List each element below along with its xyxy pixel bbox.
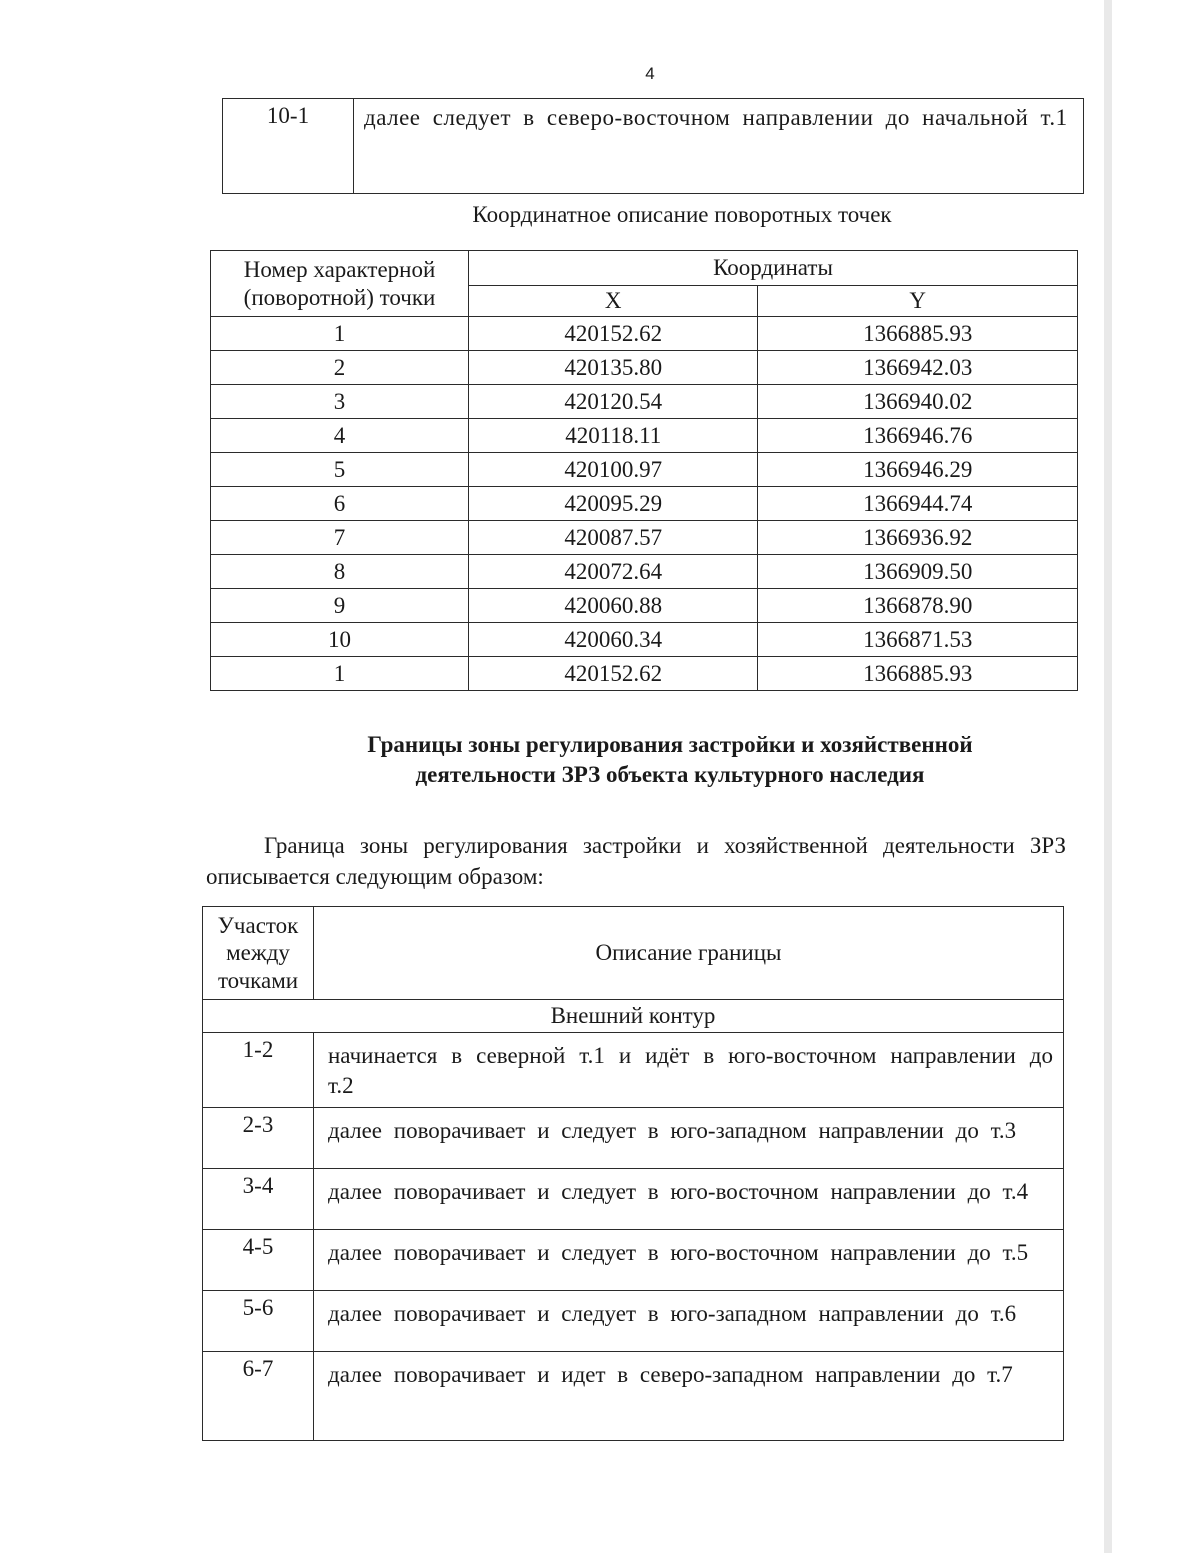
coord-cell-y: 1366936.92 [758, 521, 1078, 555]
table-row [211, 317, 1078, 351]
zone-title-line-1: Границы зоны регулирования застройки и хозяйственной [367, 732, 973, 757]
segment-cell: 2-3 [203, 1107, 314, 1168]
description-cell: начинается в северной т.1 и идёт в юго-восточном направлении до т.2 [314, 1033, 1064, 1108]
coord-cell-y: 1366878.90 [758, 589, 1078, 623]
header-x: X [469, 286, 758, 317]
table-row [203, 1107, 1064, 1168]
table-row [211, 351, 1078, 385]
description-cell: далее поворачивает и следует в юго-западном направлении до т.3 [314, 1107, 1064, 1168]
coord-cell-y: 1366909.50 [758, 555, 1078, 589]
table-row [211, 453, 1078, 487]
segment-cell: 1-2 [203, 1033, 314, 1108]
header-description: Описание границы [314, 907, 1064, 1000]
coord-cell-x: 420100.97 [469, 453, 758, 487]
coord-cell-x: 420072.64 [469, 555, 758, 589]
description-cell: далее поворачивает и следует в юго-восточном направлении до т.4 [314, 1168, 1064, 1229]
table-row [211, 657, 1078, 691]
coordinates-table [210, 250, 1078, 691]
table-row [211, 521, 1078, 555]
coord-cell-y: 1366942.03 [758, 351, 1078, 385]
header-point-number: Номер характерной (поворотной) точки [211, 251, 469, 317]
coord-cell-point: 9 [211, 589, 469, 623]
coord-cell-point: 3 [211, 385, 469, 419]
coord-cell-point: 1 [211, 657, 469, 691]
coordinates-heading: Координатное описание поворотных точек [472, 202, 892, 227]
coord-cell-x: 420060.34 [469, 623, 758, 657]
coord-cell-y: 1366946.76 [758, 419, 1078, 453]
coord-cell-y: 1366940.02 [758, 385, 1078, 419]
coord-cell-point: 4 [211, 419, 469, 453]
table-row [211, 555, 1078, 589]
description-cell: далее следует в северо-восточном направлении до начальной т.1 [354, 99, 1084, 194]
table-row [203, 1229, 1064, 1290]
coord-cell-point: 6 [211, 487, 469, 521]
zone-title [70, 730, 1200, 790]
segment-cell: 6-7 [203, 1351, 314, 1440]
table-row [211, 385, 1078, 419]
description-cell: далее поворачивает и идет в северо-западном направлении до т.7 [314, 1351, 1064, 1440]
coord-cell-x: 420120.54 [469, 385, 758, 419]
coord-cell-y: 1366885.93 [758, 657, 1078, 691]
zone-paragraph: Граница зоны регулирования застройки и хозяйственной деятельности ЗРЗ описывается следующим образом: [206, 833, 1066, 890]
header-segment: Участок между точками [203, 907, 314, 1000]
coord-cell-x: 420095.29 [469, 487, 758, 521]
coord-cell-y: 1366944.74 [758, 487, 1078, 521]
description-cell: далее поворачивает и следует в юго-западном направлении до т.6 [314, 1290, 1064, 1351]
coord-cell-point: 2 [211, 351, 469, 385]
segment-cell: 3-4 [203, 1168, 314, 1229]
table-row [203, 1290, 1064, 1351]
description-cell: далее поворачивает и следует в юго-восточном направлении до т.5 [314, 1229, 1064, 1290]
segment-cell: 4-5 [203, 1229, 314, 1290]
header-coordinates: Координаты [469, 251, 1078, 286]
table-row [203, 1168, 1064, 1229]
coord-cell-point: 1 [211, 317, 469, 351]
coord-cell-y: 1366885.93 [758, 317, 1078, 351]
table-row [211, 487, 1078, 521]
table-row [223, 99, 1084, 194]
coord-cell-x: 420060.88 [469, 589, 758, 623]
coord-cell-y: 1366946.29 [758, 453, 1078, 487]
coord-cell-y: 1366871.53 [758, 623, 1078, 657]
segment-cell: 10-1 [223, 99, 354, 194]
page-number: 4 [645, 64, 655, 83]
coord-cell-x: 420135.80 [469, 351, 758, 385]
table-row [203, 1033, 1064, 1108]
table-row [211, 419, 1078, 453]
coord-cell-x: 420087.57 [469, 521, 758, 555]
table-row [211, 589, 1078, 623]
header-y: Y [758, 286, 1078, 317]
coord-cell-point: 8 [211, 555, 469, 589]
coord-cell-point: 7 [211, 521, 469, 555]
coord-cell-point: 10 [211, 623, 469, 657]
coord-cell-x: 420118.11 [469, 419, 758, 453]
contour-label: Внешний контур [203, 1000, 1064, 1033]
table-row [211, 623, 1078, 657]
boundary-table [202, 906, 1064, 1441]
coord-cell-x: 420152.62 [469, 657, 758, 691]
coord-cell-point: 5 [211, 453, 469, 487]
segment-cell: 5-6 [203, 1290, 314, 1351]
zone-title-line-2: деятельности ЗРЗ объекта культурного наследия [415, 761, 925, 787]
continuation-table [222, 98, 1084, 194]
coord-cell-x: 420152.62 [469, 317, 758, 351]
table-row [203, 1351, 1064, 1440]
